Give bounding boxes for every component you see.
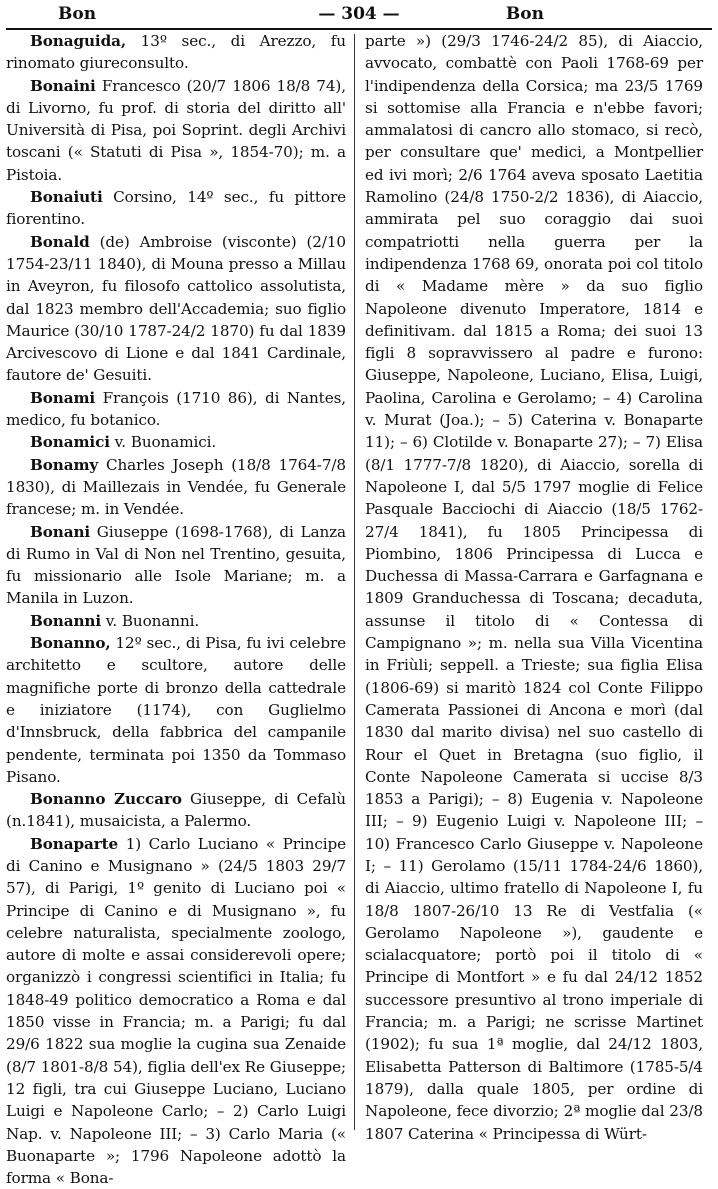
dictionary-entry: [6, 610, 346, 632]
dictionary-entry: [6, 454, 346, 521]
entry-text: Charles Joseph (18/8 1764-7/8 1830), di Maillezais in Vendée, fu Generale francese; m. in Vendée.: [6, 455, 346, 519]
dictionary-entry: [6, 521, 346, 610]
entry-headword: Bonanni: [30, 611, 102, 630]
entry-headword: Bonani: [30, 522, 91, 541]
page-header: [6, 0, 712, 30]
entry-text: (de) Ambroise (visconte) (2/10 1754-23/11 1840), di Mouna presso a Millau in Aveyron, fu filosofo cattolico assolutista, dal 1823 membro dell'Accademia; suo figlio Maurice (30/10 1787-24/2 1870) fu dal 1839 Arcivescovo di Lione e dal 1841 Cardinale, fautore de' Gesuiti.: [6, 232, 346, 385]
entry-headword: Bonamici: [30, 433, 110, 452]
entry-text: Giuseppe, di Cefalù (n.1841), musaicista, a Palermo.: [6, 790, 346, 831]
entry-text: v. Buonamici.: [109, 433, 217, 452]
entry-text: Francesco (20/7 1806 18/8 74), di Livorno, fu prof. di storia del diritto all' Università di Pisa, poi Soprint. degli Archivi toscani (« Statuti di Pisa », 1854-70); m. a Pistoia.: [6, 76, 346, 184]
entry-text: v. Buonanni.: [101, 611, 200, 630]
entry-headword: Bonanno,: [30, 634, 111, 653]
dictionary-entry: [6, 30, 346, 75]
left-column: [6, 30, 354, 1188]
right-column: [355, 30, 703, 1143]
header-right-guide-word: Bon: [505, 4, 544, 24]
dictionary-entry: [6, 387, 346, 432]
page-number: — 304 —: [318, 4, 400, 24]
entry-headword: Bonaini: [30, 76, 96, 95]
entry-headword: Bonaiuti: [30, 188, 103, 207]
entry-text: François (1710 86), di Nantes, medico, fu botanico.: [6, 388, 346, 430]
entry-text: 12º sec., di Pisa, fu ivi celebre architetto e scultore, autore delle magnifiche porte di bronzo della cattedrale e iniziatore (1174), con Guglielmo d'Innsbruck, della fabbrica del campanile pendente, terminata poi 1350 da Tommaso Pisano.: [6, 634, 346, 786]
entry-text: parte ») (29/3 1746-24/2 85), di Aiaccio, avvocato, combattè con Paoli 1768-69 per l'indipendenza della Corsica; ma 23/5 1769 si sottomise alla Francia e n'ebbe favori; ammalatosi di cancro allo stomaco, si recò, per consultare que' medici, a Montpellier ed ivi morì; 2/6 1764 aveva sposato Laetitia Ramolino (24/8 1750-2/2 1836), di Aiaccio, ammirata pel suo coraggio dai suoi compatriotti nella guerra per la indipendenza 1768 69, onorata poi col titolo di « Madame mère » da suo figlio Napoleone divenuto Imperatore, 1814 e definitivam. dal 1815 a Roma; dei suoi 13 figli 8 sopravvissero al padre e furono: Giuseppe, Napoleone, Luciano, Elisa, Luigi, Paolina, Carolina e Gerolamo; – 4) Carolina v. Murat (Joa.); – 5) Caterina v. Bonaparte 11); – 6) Clotilde v. Bonaparte 27); – 7) Elisa (8/1 1777-7/8 1820), di Aiaccio, sorella di Napoleone I, dal 5/5 1797 moglie di Felice Pasquale Bacciochi di Aiaccio (18/5 1762-27/4 1841), fu 1805 Principessa di Piombino, 1806 Principessa di Lucca e Duchessa di Massa-Carrara e Garfagnana e 1809 Granduchessa di Toscana; decaduta, assunse il titolo di « Contessa di Campignano »; m. nella sua Villa Vicentina in Friùli; seppell. a Trieste; sua figlia Elisa (1806-69) si maritò 1824 col Conte Filippo Camerata Passionei di Ancona e morì (dal 1830 dal marito divisa) nel suo castello di Rour el Quet in Bretagna (suo figlio, il Conte Napoleone Camerata si uccise 8/3 1853 a Parigi); – 8) Eugenia v. Napoleone III; – 9) Eugenio Luigi v. Napoleone III; – 10) Francesco Carlo Giuseppe v. Napoleone I; – 11) Gerolamo (15/11 1784-24/6 1860), di Aiaccio, ultimo fratello di Napoleone I, fu 18/8 1807-26/10 13 Re di Vestfalia (« Gerolamo Napoleone »), gaudente e scialacquatore; portò poi il titolo di « Principe di Montfort » e fu dal 24/12 1852 successore presuntivo al trono imperiale di Francia; m. a Parigi; ne scrisse Martinet (1902); fu sua 1ª moglie, dal 24/12 1803, Elisabetta Patterson di Baltimore (1785-5/4 1879), dalla quale 1805, per ordine di Napoleone, fece divorzio; 2ª moglie dal 23/8 1807 Caterina « Principessa di Würt-: [365, 32, 703, 1143]
header-left-guide-word: Bon: [58, 4, 97, 24]
entry-headword: Bonanno Zuccaro: [30, 790, 182, 809]
dictionary-entry-continuation: [365, 30, 703, 1145]
dictionary-entry: [6, 632, 346, 788]
two-column-body: [6, 30, 712, 1188]
dictionary-entry: [6, 788, 346, 833]
dictionary-entry: [6, 75, 346, 186]
entry-text: Giuseppe (1698-1768), di Lanza di Rumo in Val di Non nel Trentino, gesuita, fu missionario alle Isole Mariane; m. a Manila in Luzon.: [6, 522, 346, 608]
entry-headword: Bonami: [30, 388, 96, 407]
entry-headword: Bonaparte: [30, 834, 119, 853]
dictionary-entry: [6, 833, 346, 1189]
entry-headword: Bonaguida,: [30, 32, 127, 50]
entry-headword: Bonamy: [30, 455, 99, 474]
entry-headword: Bonald: [30, 232, 90, 251]
entry-text: 1) Carlo Luciano « Principe di Canino e Musignano » (24/5 1803 29/7 57), di Parigi, 1º genito di Luciano poi « Principe di Canino e di Musignano », fu celebre naturalista, specialmente zoologo, autore di molte e assai considerevoli opere; organizzò i congressi scientifici in Italia; fu 1848-49 politico democratico a Roma e dal 1850 visse in Francia; m. a Parigi; fu dal 29/6 1822 sua moglie la cugina sua Zenaide (8/7 1801-8/8 54), figlia dell'ex Re Giuseppe; 12 figli, tra cui Giuseppe Luciano, Luciano Luigi e Napoleone Carlo; – 2) Carlo Luigi Nap. v. Napoleone III; – 3) Carlo Maria (« Buonaparte »; 1796 Napoleone adottò la forma « Bona-: [6, 834, 346, 1188]
dictionary-entry: [6, 186, 346, 231]
dictionary-entry: [6, 231, 346, 387]
entry-text: Corsino, 14º sec., fu pittore fiorentino.: [6, 188, 346, 229]
dictionary-entry: [6, 431, 346, 453]
entry-text: 13º sec., di Arezzo, fu rinomato giureconsulto.: [6, 32, 346, 73]
